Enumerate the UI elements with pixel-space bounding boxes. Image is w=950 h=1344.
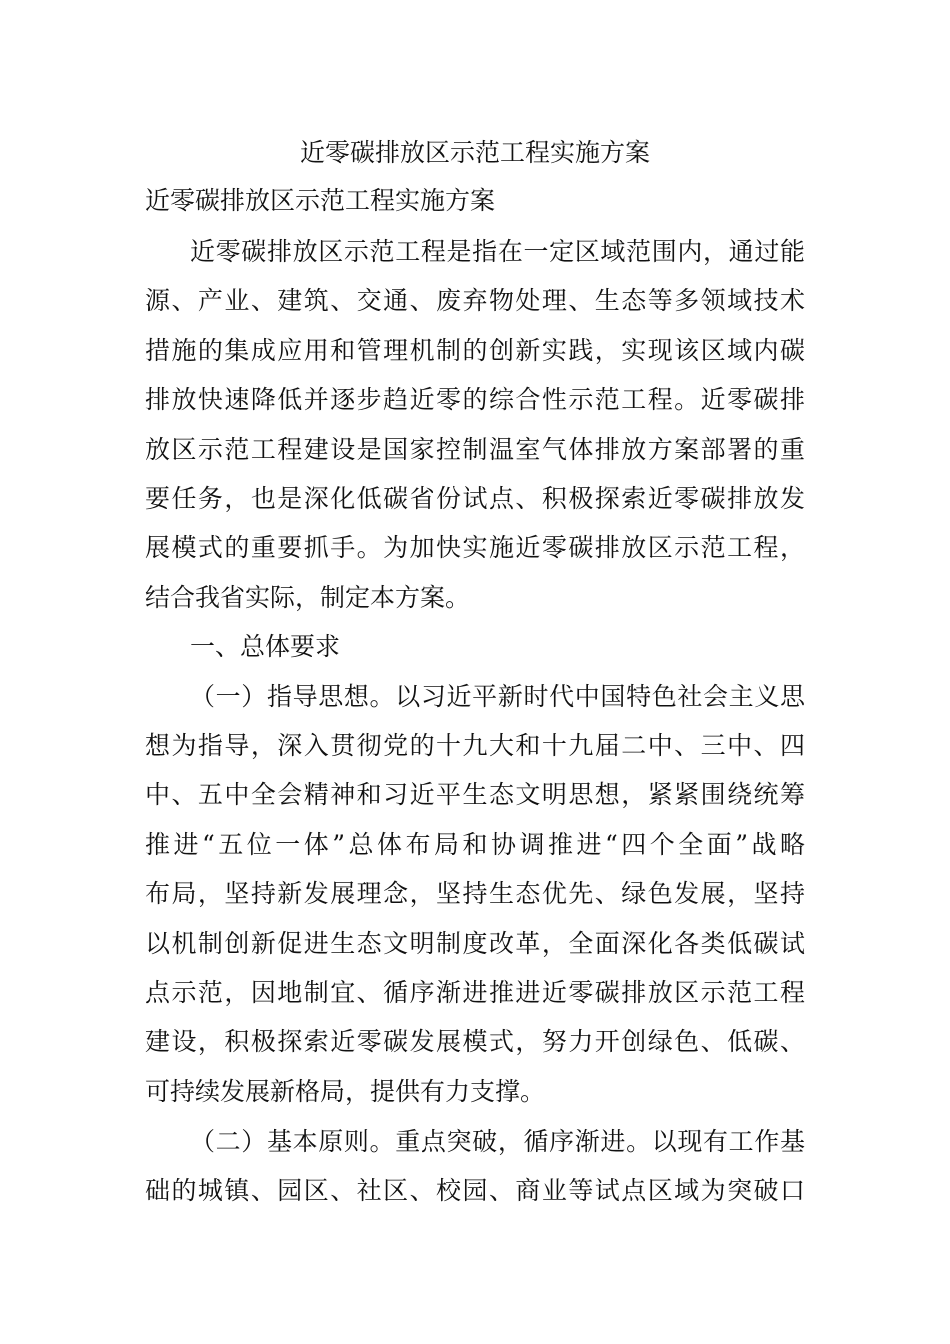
document-title: 近零碳排放区示范工程实施方案 — [299, 138, 650, 167]
section-heading: 一、总体要求 — [190, 632, 341, 661]
paragraph-line: 要任务，也是深化低碳省份试点、积极探索近零碳排放发 — [145, 484, 805, 513]
paragraph-line: 结合我省实际，制定本方案。 — [145, 583, 471, 612]
paragraph-line: 措施的集成应用和管理机制的创新实践，实现该区域内碳 — [145, 336, 805, 365]
paragraph-line: 以机制创新促进生态文明制度改革，全面深化各类低碳试 — [145, 929, 805, 958]
paragraph-line: 源、产业、建筑、交通、废弃物处理、生态等多领域技术 — [145, 286, 805, 315]
paragraph-line: 础的城镇、园区、社区、校园、商业等试点区域为突破口 — [145, 1176, 805, 1205]
paragraph-line: （一）指导思想。以习近平新时代中国特色社会主义思 — [190, 682, 805, 711]
paragraph-line: 点示范，因地制宜、循序渐进推进近零碳排放区示范工程 — [145, 978, 805, 1007]
paragraph-line: 排放快速降低并逐步趋近零的综合性示范工程。近零碳排 — [145, 385, 805, 414]
paragraph-line: 推进“五位一体”总体布局和协调推进“四个全面”战略 — [145, 830, 805, 859]
paragraph-line: 近零碳排放区示范工程是指在一定区域范围内，通过能 — [190, 237, 805, 266]
document-subtitle: 近零碳排放区示范工程实施方案 — [145, 186, 496, 215]
paragraph-line: 中、五中全会精神和习近平生态文明思想，紧紧围绕统筹 — [145, 780, 805, 809]
paragraph-line: （二）基本原则。重点突破，循序渐进。以现有工作基 — [190, 1127, 805, 1156]
paragraph-line: 布局，坚持新发展理念，坚持生态优先、绿色发展，坚持 — [145, 879, 805, 908]
paragraph-line: 可持续发展新格局，提供有力支撑。 — [145, 1077, 546, 1106]
paragraph-line: 放区示范工程建设是国家控制温室气体排放方案部署的重 — [145, 435, 805, 464]
paragraph-line: 想为指导，深入贯彻党的十九大和十九届二中、三中、四 — [145, 731, 805, 760]
paragraph-line: 展模式的重要抓手。为加快实施近零碳排放区示范工程， — [145, 533, 805, 562]
paragraph-line: 建设，积极探索近零碳发展模式，努力开创绿色、低碳、 — [145, 1027, 805, 1056]
